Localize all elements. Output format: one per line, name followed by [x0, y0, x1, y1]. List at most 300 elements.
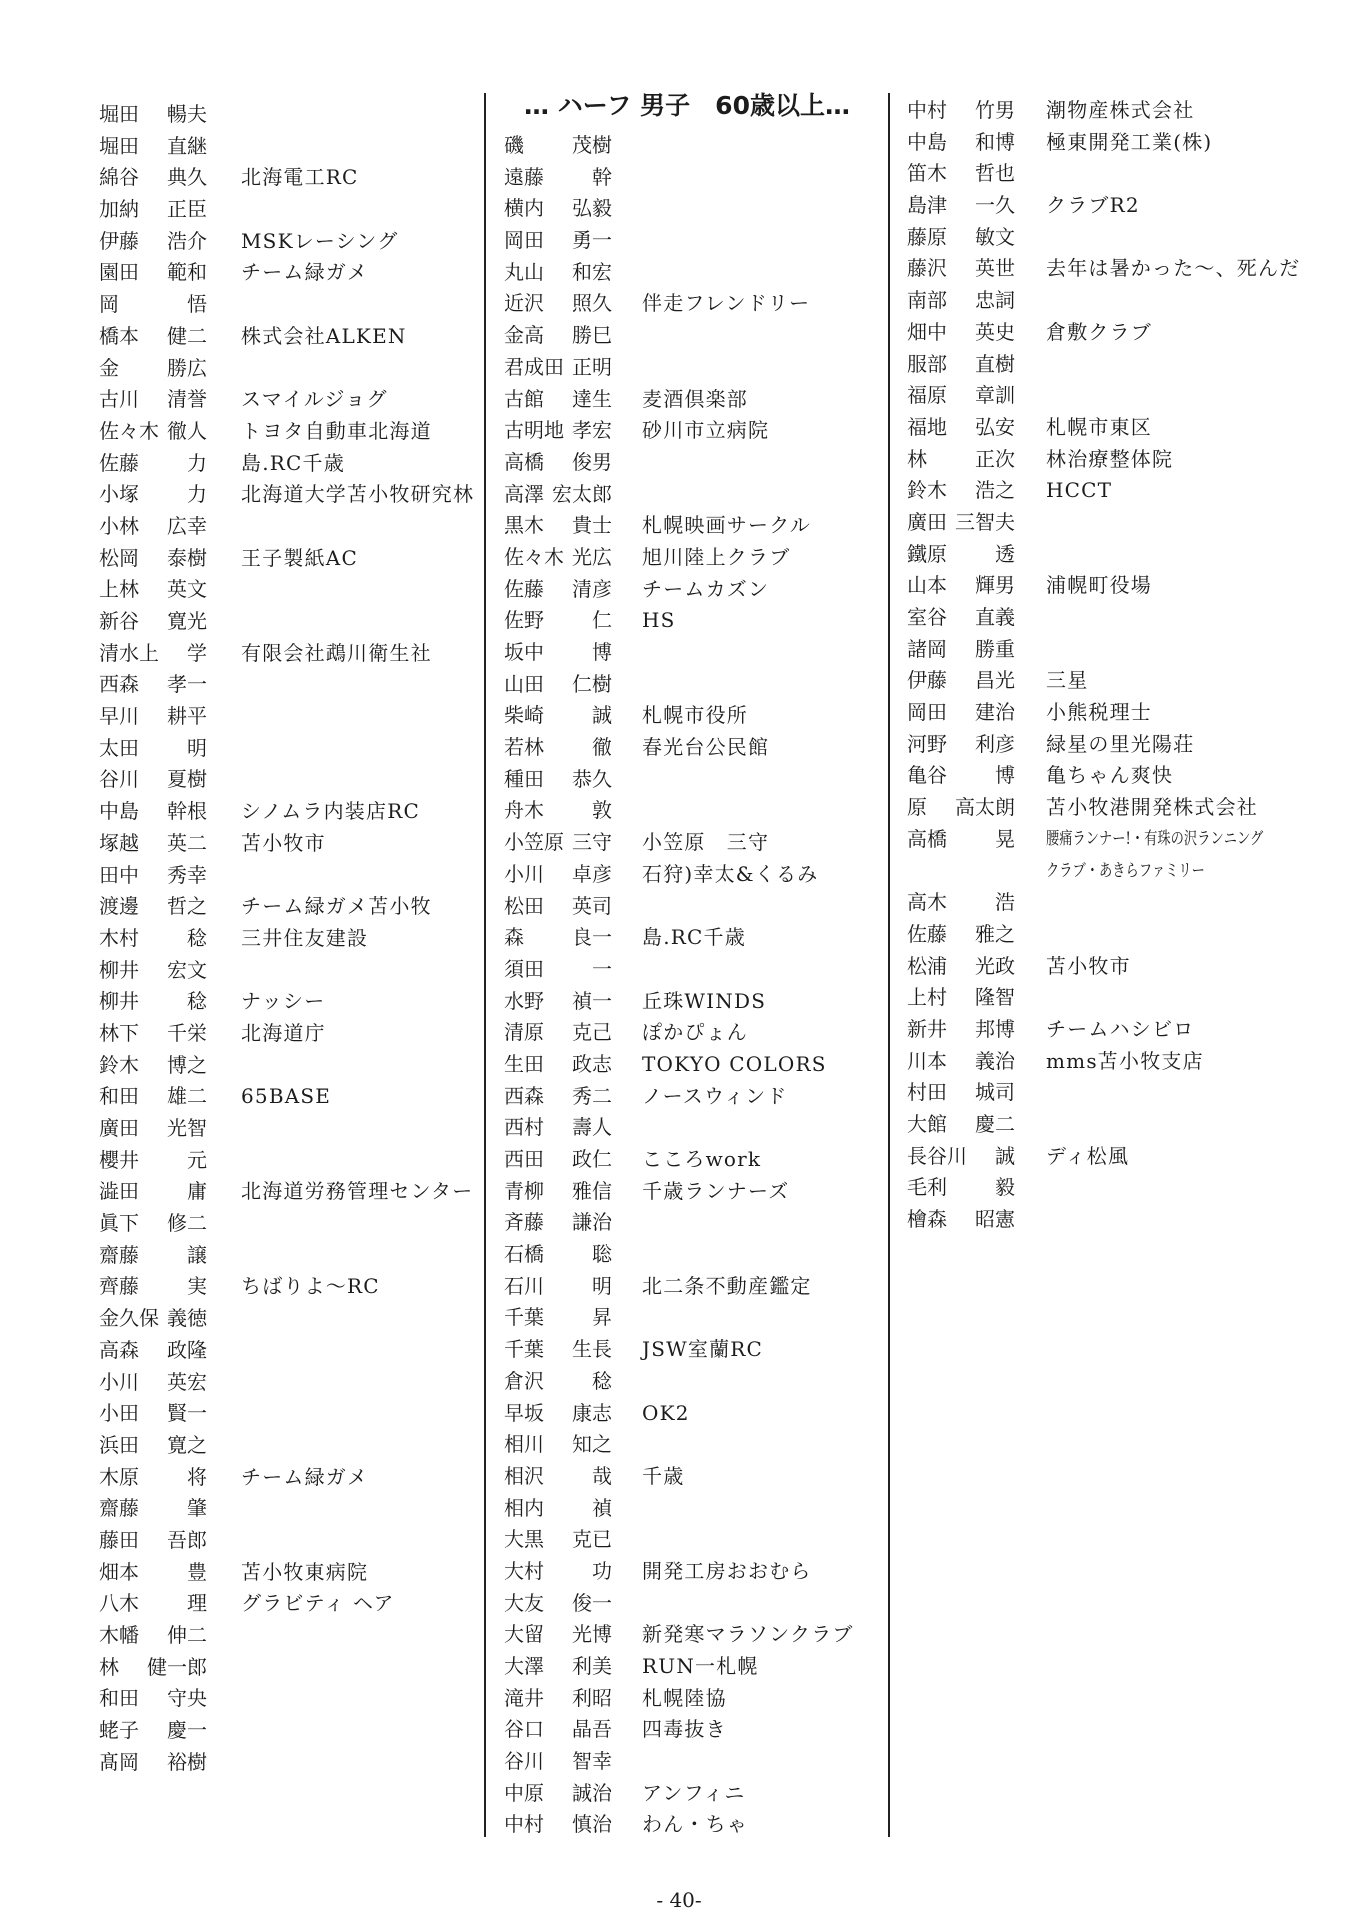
family-name: 高森	[99, 1337, 139, 1362]
entry-row	[504, 352, 854, 384]
entry-row	[99, 669, 474, 701]
family-name: 島津	[907, 193, 947, 218]
family-name: 木原	[99, 1464, 139, 1489]
given-name: 徹	[592, 735, 612, 760]
entry-row	[504, 1556, 854, 1588]
family-name: 上林	[99, 577, 139, 602]
family-name: 澁田	[99, 1179, 139, 1204]
entry-row	[99, 1525, 474, 1557]
family-name: 相川	[504, 1432, 544, 1457]
given-name: 英世	[975, 256, 1015, 281]
given-name: 英二	[167, 830, 207, 855]
entry-row	[99, 574, 474, 606]
family-name: 中村	[504, 1812, 544, 1837]
given-name: 克已	[572, 1527, 612, 1552]
affiliation: ナッシー	[241, 989, 326, 1014]
entry-row	[99, 1335, 474, 1367]
entry-row	[504, 162, 854, 194]
entry-row	[907, 1141, 1325, 1173]
entry-row	[504, 986, 854, 1018]
affiliation: 札幌陸協	[642, 1685, 727, 1710]
runner-name	[504, 193, 612, 225]
entry-row	[99, 1113, 474, 1145]
family-name: 鐵原	[907, 541, 947, 566]
affiliation: チーム緑ガメ苫小牧	[241, 894, 432, 919]
entry-row	[907, 190, 1325, 222]
entry-row	[907, 760, 1325, 792]
affiliation: シノムラ内装店RC	[241, 799, 420, 824]
given-name: 将	[187, 1464, 207, 1489]
runner-name	[907, 602, 1015, 634]
entry-row	[504, 1588, 854, 1620]
affiliation: 島.RC千歳	[642, 925, 746, 950]
entry-row	[907, 982, 1325, 1014]
runner-name	[907, 665, 1015, 697]
family-name: 室谷	[907, 605, 947, 629]
given-name: 晃	[995, 826, 1015, 851]
given-name: 賢一	[167, 1401, 207, 1426]
entry-row	[504, 415, 854, 447]
entry-row	[504, 1334, 854, 1366]
family-name: 西田	[504, 1147, 544, 1171]
runner-name	[504, 669, 612, 701]
family-name: 近沢	[504, 291, 544, 316]
entry-row	[99, 860, 474, 892]
affiliation: 麦酒倶楽部	[642, 386, 748, 411]
entry-row	[504, 1176, 854, 1208]
entry-row	[504, 732, 854, 764]
runner-name	[504, 1429, 612, 1461]
given-name: 弘毅	[572, 196, 612, 221]
runner-name	[504, 764, 612, 796]
given-name: 茂樹	[572, 133, 612, 157]
family-name: 藤田	[99, 1527, 139, 1552]
runner-name	[907, 729, 1015, 761]
family-name: 青柳	[504, 1178, 544, 1203]
entry-row	[504, 1524, 854, 1556]
entry-row	[907, 951, 1325, 983]
family-name: 蛯子	[99, 1718, 139, 1743]
affiliation: 島.RC千歳	[241, 450, 345, 475]
given-name: 宏文	[167, 957, 207, 982]
family-name: 若林	[504, 735, 544, 760]
entry-row	[504, 1366, 854, 1398]
family-name: 斉藤	[504, 1210, 544, 1235]
affiliation: 小笠原 三守	[642, 830, 770, 855]
affiliation: 札幌市役所	[642, 703, 748, 728]
family-name: 林	[99, 1654, 119, 1679]
given-name: 学	[187, 640, 207, 665]
runner-name	[99, 1652, 207, 1684]
given-name: 英宏	[167, 1369, 207, 1394]
entry-row	[907, 887, 1325, 919]
entry-row	[907, 539, 1325, 571]
given-name: 寛光	[167, 609, 207, 633]
runner-name	[99, 162, 207, 194]
runner-name	[907, 887, 1015, 919]
entry-row	[504, 1746, 854, 1778]
entry-row	[504, 479, 854, 511]
runner-name	[99, 701, 207, 733]
given-name: 稔	[187, 925, 207, 950]
family-name: 小川	[99, 1369, 139, 1394]
given-name: 城司	[975, 1080, 1015, 1105]
family-name: 亀谷	[907, 763, 947, 788]
runner-name	[504, 891, 612, 923]
entry-row	[99, 1715, 474, 1747]
entry-row	[907, 317, 1325, 349]
given-name: 利昭	[572, 1685, 612, 1710]
entry-row	[99, 99, 474, 131]
affiliation: グラビティ ヘア	[241, 1591, 395, 1616]
entry-row	[504, 1651, 854, 1683]
family-name: 塚越	[99, 830, 139, 855]
runner-name	[99, 923, 207, 955]
runner-name	[99, 1588, 207, 1620]
runner-name	[504, 1207, 612, 1239]
affiliation: チームカズン	[642, 576, 770, 601]
family-name: 木幡	[99, 1623, 139, 1647]
affiliation: ぽかぴょん	[642, 1020, 748, 1045]
given-name: 哲之	[167, 894, 207, 919]
page-number: - 40-	[656, 1888, 702, 1912]
family-name: 河野	[907, 731, 947, 756]
affiliation: こころwork	[642, 1147, 762, 1171]
given-name: 仁	[592, 608, 612, 633]
family-name: 綿谷	[99, 165, 139, 190]
entry-row	[504, 1271, 854, 1303]
entry-row	[99, 384, 474, 416]
given-name: 力	[187, 482, 207, 507]
given-name: 三守	[572, 830, 612, 855]
entry-row	[99, 1367, 474, 1399]
given-name: 伸二	[167, 1623, 207, 1647]
entry-row	[99, 1018, 474, 1050]
family-name: 佐藤	[99, 450, 139, 475]
family-name: 坂中	[504, 640, 544, 664]
runner-name	[907, 412, 1015, 444]
family-name: 中村	[907, 98, 947, 122]
family-name: 種田	[504, 766, 544, 791]
runner-name	[99, 1335, 207, 1367]
family-name: 松岡	[99, 545, 139, 570]
family-name: 金久保	[99, 1306, 159, 1331]
runner-name	[99, 226, 207, 258]
given-name: 豊	[187, 1559, 207, 1584]
entry-row	[99, 1208, 474, 1240]
family-name: 木村	[99, 925, 139, 950]
affiliation: ノースウィンド	[642, 1083, 788, 1108]
entry-row	[907, 1172, 1325, 1204]
runner-name	[504, 1302, 612, 1334]
given-name: 修二	[167, 1211, 207, 1236]
runner-name	[99, 796, 207, 828]
affiliation: MSKレーシング	[241, 228, 399, 253]
family-name: 櫻井	[99, 1147, 139, 1172]
entry-row	[907, 570, 1325, 602]
runner-name	[99, 606, 207, 638]
entry-row	[504, 1683, 854, 1715]
runner-name	[99, 1715, 207, 1747]
affiliation: 苫小牧市	[1046, 953, 1131, 978]
runner-name	[907, 1204, 1015, 1236]
entry-row	[99, 543, 474, 575]
given-name: 哉	[592, 1463, 612, 1488]
runner-name	[504, 1049, 612, 1081]
given-name: 雄二	[167, 1084, 207, 1109]
entry-row	[907, 1204, 1325, 1236]
entry-row	[504, 130, 854, 162]
runner-name	[99, 1145, 207, 1177]
entry-row	[907, 444, 1325, 476]
family-name: 柳井	[99, 989, 139, 1014]
family-name: 畑中	[907, 319, 947, 344]
given-name: 克己	[572, 1020, 612, 1045]
given-name: 昇	[592, 1305, 612, 1330]
family-name: 高橋	[907, 826, 947, 851]
given-name: 禎一	[572, 988, 612, 1013]
given-name: 英史	[975, 319, 1015, 344]
runner-name	[504, 288, 612, 320]
entry-row	[907, 919, 1325, 951]
entry-row	[99, 511, 474, 543]
runner-name	[99, 1271, 207, 1303]
roster-column-1	[99, 99, 474, 1778]
runner-name	[99, 194, 207, 226]
family-name: 齋藤	[99, 1496, 139, 1521]
runner-name	[504, 1809, 612, 1841]
family-name: 松浦	[907, 953, 947, 978]
family-name: 千葉	[504, 1305, 544, 1330]
entry-row	[504, 288, 854, 320]
family-name: 福原	[907, 383, 947, 408]
family-name: 和田	[99, 1686, 139, 1711]
affiliation: 千歳ランナーズ	[642, 1178, 790, 1203]
affiliation: 小熊税理士	[1046, 700, 1152, 725]
runner-name	[99, 321, 207, 353]
runner-name	[504, 1778, 612, 1810]
runner-name	[504, 130, 612, 162]
entry-row	[504, 700, 854, 732]
entry-row	[99, 638, 474, 670]
given-name: 一	[592, 956, 612, 981]
affiliation-line: 腰痛ランナー!・有珠の沢ランニング	[1046, 828, 1264, 849]
runner-name	[504, 1651, 612, 1683]
given-name: 達生	[572, 386, 612, 411]
runner-name	[907, 697, 1015, 729]
runner-name	[907, 349, 1015, 381]
family-name: 岡	[99, 292, 119, 317]
given-name: 博	[592, 640, 612, 664]
runner-name	[907, 507, 1015, 539]
family-name: 岡田	[504, 228, 544, 253]
family-name: 髙岡	[99, 1749, 139, 1774]
entry-row	[99, 131, 474, 163]
given-name: 浩之	[975, 478, 1015, 503]
roster-column-3	[907, 95, 1325, 1236]
given-name: 章訓	[975, 383, 1015, 408]
family-name: 園田	[99, 260, 139, 285]
entry-row	[504, 1239, 854, 1271]
family-name: 中島	[907, 129, 947, 154]
runner-name	[504, 954, 612, 986]
entry-row	[504, 637, 854, 669]
entry-row	[504, 795, 854, 827]
given-name: 理	[187, 1591, 207, 1616]
given-name: 博之	[167, 1052, 207, 1077]
runner-name	[99, 416, 207, 448]
affiliation: 四毒抜き	[642, 1717, 727, 1742]
given-name: 俊一	[572, 1590, 612, 1615]
family-name: 太田	[99, 735, 139, 760]
runner-name	[99, 99, 207, 131]
family-name: 森	[504, 925, 524, 950]
given-name: 耕平	[167, 704, 207, 729]
given-name: 勝広	[167, 355, 207, 380]
affiliation: 北海道労務管理センター	[241, 1179, 474, 1204]
family-name: 中原	[504, 1780, 544, 1805]
given-name: 光広	[572, 544, 612, 569]
entry-row	[907, 253, 1325, 285]
entry-row	[907, 697, 1325, 729]
given-name: 勝重	[975, 636, 1015, 661]
given-name: 徹人	[167, 418, 207, 443]
family-name: 石橋	[504, 1242, 544, 1267]
category-heading: … ハーフ 男子 60歳以上…	[524, 91, 850, 120]
entry-row	[99, 764, 474, 796]
family-name: 齋藤	[99, 1242, 139, 1267]
family-name: 大黒	[504, 1527, 544, 1552]
family-name: 谷川	[504, 1749, 544, 1774]
runner-name	[504, 1366, 612, 1398]
runner-name	[99, 289, 207, 321]
given-name: 康志	[572, 1400, 612, 1425]
given-name: 範和	[167, 260, 207, 285]
family-name: 古館	[504, 386, 544, 411]
runner-name	[504, 637, 612, 669]
entry-row	[907, 285, 1325, 317]
family-name: 相沢	[504, 1463, 544, 1488]
given-name: 俊男	[572, 449, 612, 474]
family-name: 川本	[907, 1048, 947, 1073]
family-name: 鈴木	[99, 1052, 139, 1077]
runner-name	[504, 1714, 612, 1746]
runner-name	[504, 225, 612, 257]
runner-name	[907, 824, 1015, 856]
runner-name	[99, 1240, 207, 1272]
family-name: 廣田	[907, 509, 947, 534]
roster-column-2	[504, 130, 854, 1841]
entry-row	[99, 701, 474, 733]
runner-name	[504, 352, 612, 384]
runner-name	[504, 542, 612, 574]
entry-row	[99, 162, 474, 194]
given-name: 利美	[572, 1654, 612, 1678]
runner-name	[99, 986, 207, 1018]
given-name: 広幸	[167, 513, 207, 538]
entry-row	[504, 510, 854, 542]
runner-name	[907, 1172, 1015, 1204]
given-name: 直継	[167, 133, 207, 158]
family-name: 上村	[907, 985, 947, 1010]
entry-row	[907, 1014, 1325, 1046]
affiliation: 丘珠WINDS	[642, 988, 767, 1013]
family-name: 須田	[504, 956, 544, 981]
runner-name	[99, 1430, 207, 1462]
column-divider	[888, 93, 890, 1837]
entry-row	[99, 1747, 474, 1779]
entry-row	[504, 764, 854, 796]
entry-row	[907, 349, 1325, 381]
runner-name	[504, 1398, 612, 1430]
entry-row	[99, 321, 474, 353]
entry-row	[99, 1398, 474, 1430]
runner-name	[99, 1208, 207, 1240]
given-name: 壽人	[572, 1115, 612, 1140]
given-name: 邦博	[975, 1016, 1015, 1041]
runner-name	[907, 919, 1015, 951]
affiliation: 砂川市立病院	[642, 418, 770, 443]
given-name: 敦	[592, 798, 612, 823]
entry-row	[99, 1557, 474, 1589]
given-name: 昭憲	[975, 1207, 1015, 1232]
family-name: 堀田	[99, 133, 139, 158]
family-name: 松田	[504, 893, 544, 918]
affiliation: アンフィニ	[642, 1780, 746, 1805]
entry-row	[504, 1714, 854, 1746]
entry-row	[504, 954, 854, 986]
runner-name	[99, 764, 207, 796]
runner-name	[99, 384, 207, 416]
given-name: 清誉	[167, 387, 207, 412]
affiliation: 倉敷クラブ	[1046, 319, 1152, 344]
given-name: 宏太郎	[552, 481, 612, 506]
affiliation-line: クラブ・あきらファミリー	[1046, 860, 1205, 881]
affiliation: HS	[642, 608, 676, 633]
family-name: 小川	[504, 861, 544, 886]
family-name: 佐野	[504, 608, 544, 633]
given-name: 正次	[975, 446, 1015, 471]
entry-row	[99, 194, 474, 226]
family-name: 齊藤	[99, 1274, 139, 1299]
entry-row	[99, 353, 474, 385]
given-name: 光博	[572, 1622, 612, 1647]
given-name: 良一	[572, 925, 612, 950]
family-name: 山田	[504, 671, 544, 696]
family-name: 小塚	[99, 482, 139, 507]
runner-name	[504, 700, 612, 732]
given-name: 義治	[975, 1048, 1015, 1073]
family-name: 舟木	[504, 798, 544, 823]
family-name: 早坂	[504, 1400, 544, 1425]
affiliation: わん・ちゃ	[642, 1812, 748, 1837]
given-name: 照久	[572, 291, 612, 316]
given-name: 光政	[975, 953, 1015, 978]
given-name: 直義	[975, 605, 1015, 629]
given-name: 譲	[187, 1242, 207, 1267]
given-name: 敏文	[975, 224, 1015, 249]
entry-row	[504, 447, 854, 479]
given-name: 高太朗	[955, 795, 1015, 820]
given-name: 三智夫	[955, 509, 1015, 534]
entry-row	[907, 602, 1325, 634]
runner-name	[504, 1556, 612, 1588]
given-name: 一久	[975, 193, 1015, 218]
affiliation	[1046, 824, 1325, 887]
family-name: 谷川	[99, 767, 139, 792]
affiliation: RUN一札幌	[642, 1654, 759, 1678]
affiliation: HCCT	[1046, 478, 1113, 503]
